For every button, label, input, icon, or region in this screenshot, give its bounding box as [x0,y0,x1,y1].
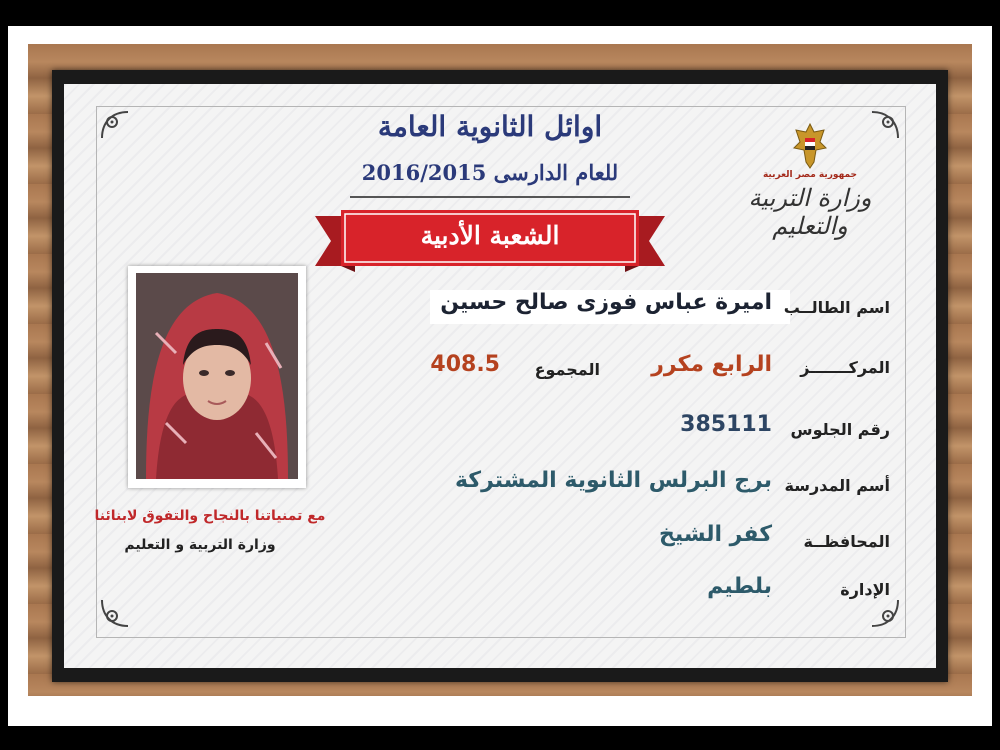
rank-label: المركـــــــز [800,358,890,377]
emblem-caption: جمهورية مصر العربية [762,170,858,180]
branch-label: الشعبة الأدبية [420,221,560,250]
corner-ornament-icon [868,108,902,142]
administration-value: بلطيم [707,574,772,599]
corner-ornament-icon [98,596,132,630]
school-label: أسم المدرسة [784,476,890,495]
student-photo [136,273,298,479]
total-score: 408.5 [430,352,500,377]
administration-label: الإدارة [840,580,890,599]
student-name: اميرة عباس فوزى صالح حسين [440,290,772,315]
seat-number-label: رقم الجلوس [790,420,890,439]
academic-year: للعام الدارسى 2016/2015 [361,160,619,185]
ministry-logo: وزارة التربية والتعليم [748,184,872,240]
governorate-value: كفر الشيخ [659,522,772,547]
rank-value: الرابع مكرر [651,352,772,377]
governorate-label: المحافظــة [803,532,890,551]
ministry-signature: وزارة التربية و التعليم [124,537,276,553]
title-underline [350,196,630,198]
corner-ornament-icon [98,108,132,142]
eagle-emblem-icon [792,122,828,170]
wish-caption: مع تمنياتنا بالنجاح والتفوق لابنائنا [94,508,326,524]
name-label: اسم الطالــب [783,298,890,317]
seat-number: 385111 [680,412,772,437]
certificate-title: اوائل الثانوية العامة [377,110,603,143]
total-label: المجموع [534,360,600,379]
corner-ornament-icon [868,596,902,630]
school-name: برج البرلس الثانوية المشتركة [454,468,772,493]
